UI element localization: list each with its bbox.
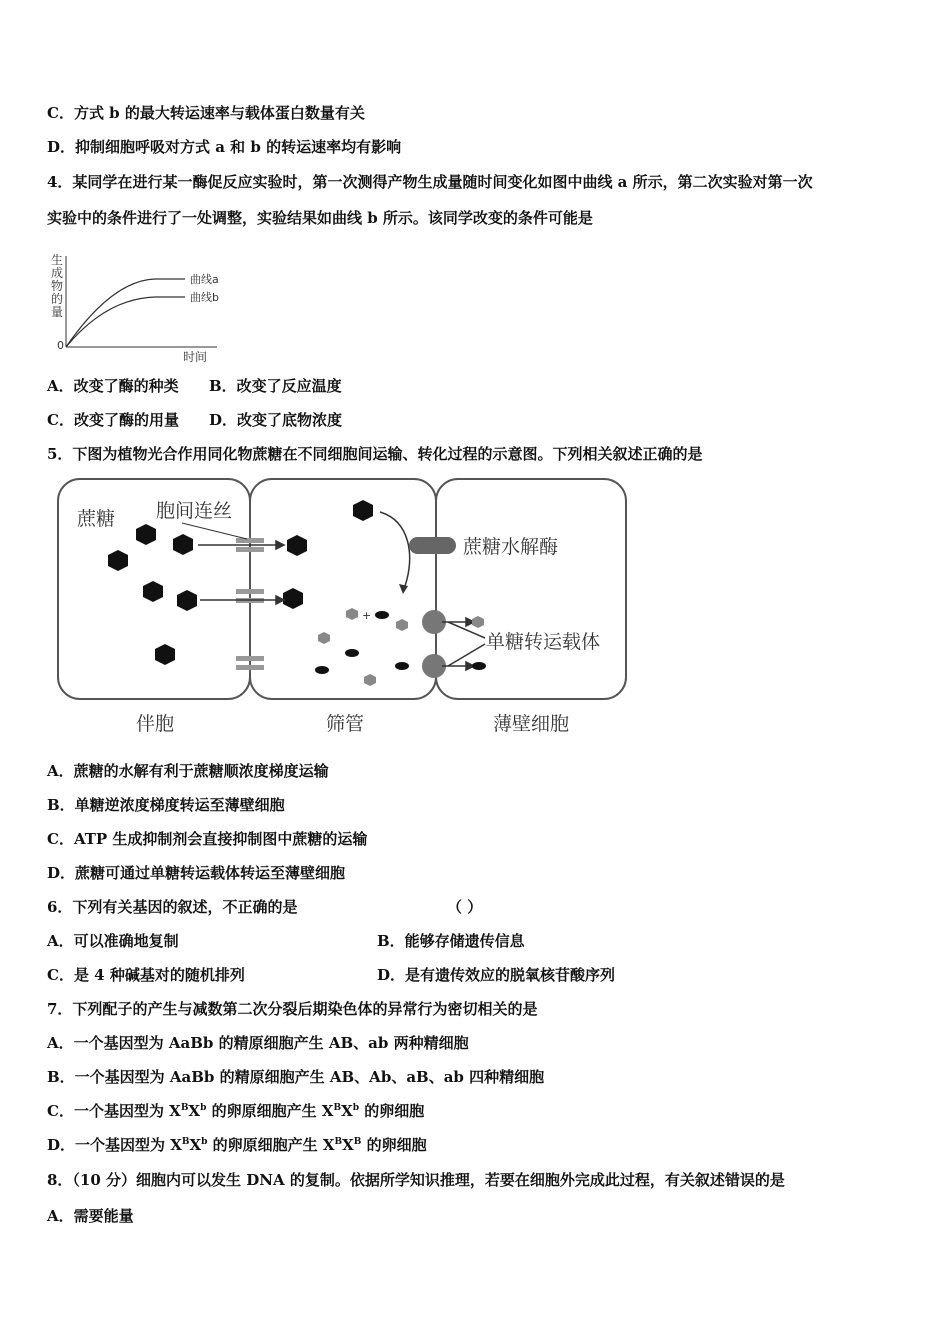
- transporter-label: 单糖转运载体: [486, 631, 601, 653]
- q6-option-a: A．可以准确地复制: [47, 932, 179, 950]
- ylabel-char: 量: [51, 305, 64, 319]
- cell-label-companion: 伴胞: [136, 713, 175, 735]
- q6-option-d: D．是有遗传效应的脱氧核苷酸序列: [377, 966, 616, 984]
- sucrose-molecule: [143, 581, 163, 602]
- q7-stem: 7．下列配子的产生与减数第二次分裂后期染色体的异常行为密切相关的是: [47, 1000, 538, 1018]
- sucrase-enzyme: [409, 537, 456, 554]
- hydrolysis-arrow-head: [399, 584, 408, 594]
- q4-option-a: A．改变了酶的种类: [47, 377, 179, 395]
- q6-option-b: B．能够存储遗传信息: [377, 932, 525, 950]
- q6-stem: 6．下列有关基因的叙述，不正确的是: [47, 898, 298, 916]
- sucrose-molecule: [155, 644, 175, 665]
- q5-option-b: B．单糖逆浓度梯度转运至薄壁细胞: [47, 796, 285, 814]
- cell-label-parenchyma: 薄壁细胞: [493, 713, 570, 735]
- plus-sign: +: [362, 609, 372, 622]
- curve-b-line: [66, 297, 185, 347]
- origin-label: 0: [57, 339, 64, 352]
- q6-option-c: C．是 4 种碱基对的随机排列: [47, 966, 245, 984]
- q4-option-b: B．改变了反应温度: [209, 377, 342, 395]
- plasmodesmata-label: 胞间连丝: [156, 500, 233, 522]
- curve-a-label: 曲线a: [190, 273, 219, 286]
- x-axis-label: 时间: [183, 350, 208, 364]
- monosaccharide-transferred: [472, 662, 486, 670]
- q6-answer-blank: （ ）: [447, 898, 483, 916]
- q4-stem-line2: 实验中的条件进行了一处调整，实验结果如曲线 b 所示。该同学改变的条件可能是: [47, 209, 593, 227]
- q7-option-b: B．一个基因型为 AaBb 的精原细胞产生 AB、Ab、aB、ab 四种精细胞: [47, 1068, 545, 1086]
- sucrose-molecule: [353, 500, 373, 521]
- q3-option-d: D．抑制细胞呼吸对方式 a 和 b 的转运速率均有影响: [47, 138, 402, 156]
- sucrose-molecule: [108, 550, 128, 571]
- plasmodesmata-pointer: [182, 523, 247, 539]
- monosaccharide-transferred: [472, 616, 484, 628]
- sucrose-molecule: [173, 534, 193, 555]
- q5-option-d: D．蔗糖可通过单糖转运载体转运至薄壁细胞: [47, 864, 346, 882]
- q4-option-c: C．改变了酶的用量: [47, 411, 179, 429]
- q7-option-d: D．一个基因型为 $X^BX^b$ 的卵原细胞产生 $X^BX^B$ 的卵细胞: [47, 1136, 427, 1154]
- sucrose-molecule: [283, 588, 303, 609]
- q7-option-a: A．一个基因型为 AaBb 的精原细胞产生 AB、ab 两种精细胞: [47, 1034, 469, 1052]
- q4-stem-line1: 4．某同学在进行某一酶促反应实验时，第一次测得产物生成量随时间变化如图中曲线 a 所示，第二次实验对第一次: [47, 173, 813, 191]
- ylabel-char: 物: [51, 279, 64, 293]
- q4-enzyme-chart: [45, 250, 235, 365]
- q5-sucrose-diagram: [50, 476, 635, 746]
- sucrose-label: 蔗糖: [77, 508, 116, 530]
- q8-option-a: A．需要能量: [47, 1207, 134, 1225]
- q7-option-c: C．一个基因型为 $X^BX^b$ 的卵原细胞产生 $X^BX^b$ 的卵细胞: [47, 1102, 425, 1120]
- sucrase-label: 蔗糖水解酶: [463, 536, 559, 558]
- curve-a-line: [66, 279, 185, 347]
- q4-option-d: D．改变了底物浓度: [209, 411, 343, 429]
- sucrose-molecule: [287, 535, 307, 556]
- hydrolysis-arrow: [380, 512, 410, 586]
- q5-option-c: C．ATP 生成抑制剂会直接抑制图中蔗糖的运输: [47, 830, 368, 848]
- ylabel-char: 的: [51, 292, 64, 306]
- q5-stem: 5．下图为植物光合作用同化物蔗糖在不同细胞间运输、转化过程的示意图。下列相关叙述正确的是: [47, 445, 703, 463]
- q3-option-c: C．方式 b 的最大转运速率与载体蛋白数量有关: [47, 104, 365, 122]
- ylabel-char: 生: [51, 253, 64, 267]
- curve-b-label: 曲线b: [190, 291, 219, 304]
- ylabel-char: 成: [51, 266, 64, 280]
- sucrose-molecule: [177, 590, 197, 611]
- q5-option-a: A．蔗糖的水解有利于蔗糖顺浓度梯度运输: [47, 762, 329, 780]
- q4-chart-ylabel: [51, 252, 63, 319]
- sucrose-molecule: [136, 524, 156, 545]
- cell-label-sieve-tube: 筛管: [326, 713, 365, 735]
- sucrose-molecules: [108, 500, 373, 665]
- monosaccharides: [315, 608, 409, 686]
- q8-stem: 8．（10 分）细胞内可以发生 DNA 的复制。依据所学知识推理，若要在细胞外完成此过程，有关叙述错误的是: [47, 1171, 785, 1189]
